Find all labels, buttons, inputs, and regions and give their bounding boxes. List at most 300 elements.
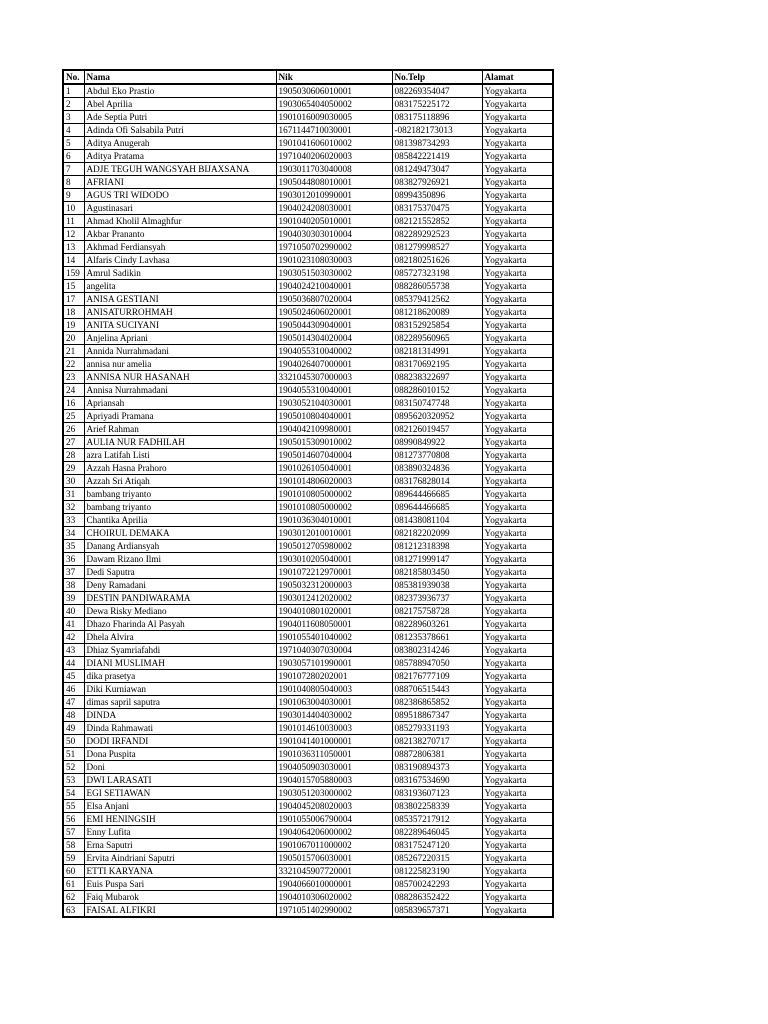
cell-alamat: Yogyakarta (482, 475, 553, 488)
cell-nama: ANITA SUCIYANI (84, 319, 276, 332)
cell-nama: EMI HENINGSIH (84, 813, 276, 826)
cell-no: 58 (63, 839, 84, 852)
cell-no: 10 (63, 202, 84, 215)
cell-nik: 1905044309040001 (276, 319, 392, 332)
header-no-telp: No.Telp (392, 70, 482, 84)
cell-alamat: Yogyakarta (482, 137, 553, 150)
cell-no-telp: 088238322697 (392, 371, 482, 384)
cell-nama: AFRIANI (84, 176, 276, 189)
cell-nama: Ade Septia Putri (84, 111, 276, 124)
cell-alamat: Yogyakarta (482, 618, 553, 631)
table-row (63, 553, 553, 566)
cell-alamat: Yogyakarta (482, 527, 553, 540)
table-row (63, 436, 553, 449)
cell-no: 14 (63, 254, 84, 267)
cell-alamat: Yogyakarta (482, 631, 553, 644)
table-row (63, 306, 553, 319)
cell-alamat: Yogyakarta (482, 319, 553, 332)
table-row (63, 371, 553, 384)
cell-no: 17 (63, 293, 84, 306)
cell-alamat: Yogyakarta (482, 163, 553, 176)
table-row (63, 345, 553, 358)
cell-alamat: Yogyakarta (482, 566, 553, 579)
cell-nik: 1901023108030003 (276, 254, 392, 267)
table-row (63, 150, 553, 163)
table-body (63, 84, 553, 917)
cell-alamat: Yogyakarta (482, 150, 553, 163)
cell-nik: 190107280202001 (276, 670, 392, 683)
cell-alamat: Yogyakarta (482, 358, 553, 371)
cell-nama: ETTI KARYANA (84, 865, 276, 878)
cell-nama: Arief Rahman (84, 423, 276, 436)
cell-nik: 1905015309010002 (276, 436, 392, 449)
table-row (63, 566, 553, 579)
cell-nik: 1901072212970001 (276, 566, 392, 579)
cell-nama: annisa nur amelia (84, 358, 276, 371)
cell-nik: 1905032312000003 (276, 579, 392, 592)
table-row (63, 774, 553, 787)
cell-no: 24 (63, 384, 84, 397)
cell-nik: 1904066010000001 (276, 878, 392, 891)
cell-alamat: Yogyakarta (482, 670, 553, 683)
cell-nik: 1901026105040001 (276, 462, 392, 475)
cell-no: 20 (63, 332, 84, 345)
cell-no-telp: 085788947050 (392, 657, 482, 670)
cell-nama: azra Latifah Listi (84, 449, 276, 462)
cell-no-telp: 083150747748 (392, 397, 482, 410)
cell-nik: 1901010805000002 (276, 501, 392, 514)
table-row (63, 202, 553, 215)
cell-no-telp: 088286055738 (392, 280, 482, 293)
cell-nik: 1903012010990001 (276, 189, 392, 202)
cell-no: 61 (63, 878, 84, 891)
cell-no: 8 (63, 176, 84, 189)
header-nama: Nama (84, 70, 276, 84)
table-row (63, 670, 553, 683)
cell-nama: ADJE TEGUH WANGSYAH BIJAXSANA (84, 163, 276, 176)
cell-no-telp: 0895620320952 (392, 410, 482, 423)
cell-nik: 1904045208020003 (276, 800, 392, 813)
cell-no: 59 (63, 852, 84, 865)
table-row (63, 501, 553, 514)
cell-nik: 1904050903030001 (276, 761, 392, 774)
cell-no-telp: 083890324836 (392, 462, 482, 475)
cell-nik: 1904055310040001 (276, 384, 392, 397)
cell-nik: 1901055401040002 (276, 631, 392, 644)
cell-no: 159 (63, 267, 84, 280)
cell-nama: Annisa Nurrahmadani (84, 384, 276, 397)
participant-table (62, 69, 554, 918)
cell-nik: 1901036311050001 (276, 748, 392, 761)
cell-nama: Adinda Ofi Salsabila Putri (84, 124, 276, 137)
cell-nik: 1904030303010004 (276, 228, 392, 241)
cell-alamat: Yogyakarta (482, 228, 553, 241)
cell-nik: 1903012412020002 (276, 592, 392, 605)
cell-no: 53 (63, 774, 84, 787)
table-row (63, 618, 553, 631)
cell-no-telp: 083175370475 (392, 202, 482, 215)
cell-no: 12 (63, 228, 84, 241)
cell-nik: 1903051503030002 (276, 267, 392, 280)
cell-nama: FAISAL ALFIKRI (84, 904, 276, 918)
cell-nik: 1971051402990002 (276, 904, 392, 918)
header-nik: Nik (276, 70, 392, 84)
cell-nama: DINDA (84, 709, 276, 722)
cell-no: 39 (63, 592, 84, 605)
data-table-container (62, 69, 554, 918)
cell-no: 50 (63, 735, 84, 748)
cell-no-telp: 083176828014 (392, 475, 482, 488)
table-row (63, 592, 553, 605)
cell-nama: Aditya Anugerah (84, 137, 276, 150)
cell-no: 13 (63, 241, 84, 254)
cell-no: 60 (63, 865, 84, 878)
cell-nama: AULIA NUR FADHILAH (84, 436, 276, 449)
cell-alamat: Yogyakarta (482, 553, 553, 566)
cell-alamat: Yogyakarta (482, 696, 553, 709)
cell-no: 16 (63, 397, 84, 410)
cell-alamat: Yogyakarta (482, 345, 553, 358)
cell-no: 31 (63, 488, 84, 501)
cell-no-telp: 082138270717 (392, 735, 482, 748)
cell-nik: 1905030606010001 (276, 84, 392, 98)
table-row (63, 696, 553, 709)
cell-nik: 1903052104030001 (276, 397, 392, 410)
cell-no-telp: 08872806381 (392, 748, 482, 761)
cell-nama: Dedi Saputra (84, 566, 276, 579)
cell-alamat: Yogyakarta (482, 306, 553, 319)
cell-no-telp: 082289292523 (392, 228, 482, 241)
table-row (63, 852, 553, 865)
cell-alamat: Yogyakarta (482, 579, 553, 592)
cell-nama: ANISATURROHMAH (84, 306, 276, 319)
cell-nik: 3321045907720001 (276, 865, 392, 878)
table-row (63, 540, 553, 553)
cell-no-telp: 081249473047 (392, 163, 482, 176)
cell-no-telp: 082289646045 (392, 826, 482, 839)
cell-no-telp: 081271999147 (392, 553, 482, 566)
cell-no-telp: -082182173013 (392, 124, 482, 137)
cell-nik: 1905012705980002 (276, 540, 392, 553)
cell-no: 35 (63, 540, 84, 553)
table-row (63, 189, 553, 202)
cell-no: 46 (63, 683, 84, 696)
table-row (63, 124, 553, 137)
table-row (63, 891, 553, 904)
cell-no-telp: 085279331193 (392, 722, 482, 735)
cell-alamat: Yogyakarta (482, 488, 553, 501)
cell-no: 29 (63, 462, 84, 475)
cell-alamat: Yogyakarta (482, 540, 553, 553)
table-row (63, 527, 553, 540)
table-row (63, 865, 553, 878)
cell-no: 41 (63, 618, 84, 631)
cell-alamat: Yogyakarta (482, 98, 553, 111)
cell-no-telp: 083193607123 (392, 787, 482, 800)
cell-nik: 1901036304010001 (276, 514, 392, 527)
cell-no-telp: 088286352422 (392, 891, 482, 904)
cell-nik: 1904010306020002 (276, 891, 392, 904)
table-row (63, 735, 553, 748)
table-row (63, 267, 553, 280)
cell-nik: 1671144710030001 (276, 124, 392, 137)
cell-nama: dimas sapril saputra (84, 696, 276, 709)
cell-no: 1 (63, 84, 84, 98)
cell-no-telp: 085727323198 (392, 267, 482, 280)
table-row (63, 475, 553, 488)
cell-no-telp: 089518867347 (392, 709, 482, 722)
cell-nik: 1904055310040002 (276, 345, 392, 358)
cell-nama: Anjelina Apriani (84, 332, 276, 345)
cell-alamat: Yogyakarta (482, 397, 553, 410)
cell-nama: DIANI MUSLIMAH (84, 657, 276, 670)
cell-nik: 1971040206020003 (276, 150, 392, 163)
cell-nama: Dewa Risky Mediano (84, 605, 276, 618)
table-row (63, 878, 553, 891)
cell-alamat: Yogyakarta (482, 215, 553, 228)
cell-alamat: Yogyakarta (482, 605, 553, 618)
cell-no: 62 (63, 891, 84, 904)
table-row (63, 813, 553, 826)
cell-no: 7 (63, 163, 84, 176)
cell-alamat: Yogyakarta (482, 735, 553, 748)
cell-no: 40 (63, 605, 84, 618)
cell-no-telp: 083170692195 (392, 358, 482, 371)
cell-nik: 1905015706030001 (276, 852, 392, 865)
table-row (63, 176, 553, 189)
cell-nik: 1903057101990001 (276, 657, 392, 670)
cell-alamat: Yogyakarta (482, 592, 553, 605)
cell-nik: 1901055006790004 (276, 813, 392, 826)
cell-no: 19 (63, 319, 84, 332)
cell-no-telp: 085379412562 (392, 293, 482, 306)
cell-nama: Abdul Eko Prastio (84, 84, 276, 98)
cell-no-telp: 085381939038 (392, 579, 482, 592)
cell-no: 27 (63, 436, 84, 449)
cell-nama: Danang Ardiansyah (84, 540, 276, 553)
cell-nik: 3321045307000003 (276, 371, 392, 384)
cell-nik: 1901063004030001 (276, 696, 392, 709)
cell-no-telp: 083802258339 (392, 800, 482, 813)
table-row (63, 514, 553, 527)
cell-nama: Dhazo Fharinda Al Pasyah (84, 618, 276, 631)
table-row (63, 579, 553, 592)
table-row (63, 332, 553, 345)
cell-alamat: Yogyakarta (482, 852, 553, 865)
cell-no-telp: 081438081104 (392, 514, 482, 527)
cell-alamat: Yogyakarta (482, 449, 553, 462)
cell-no-telp: 083175225172 (392, 98, 482, 111)
cell-nama: DODI IRFANDI (84, 735, 276, 748)
cell-no: 25 (63, 410, 84, 423)
cell-no: 43 (63, 644, 84, 657)
cell-nama: DESTIN PANDIWARAMA (84, 592, 276, 605)
cell-nik: 1901040805040003 (276, 683, 392, 696)
cell-alamat: Yogyakarta (482, 878, 553, 891)
cell-nik: 1905024606020001 (276, 306, 392, 319)
cell-nik: 1904064206000002 (276, 826, 392, 839)
cell-no: 49 (63, 722, 84, 735)
table-row (63, 397, 553, 410)
cell-no-telp: 08990849922 (392, 436, 482, 449)
cell-alamat: Yogyakarta (482, 865, 553, 878)
cell-nama: Alfaris Cindy Lavhasa (84, 254, 276, 267)
cell-alamat: Yogyakarta (482, 709, 553, 722)
cell-no: 52 (63, 761, 84, 774)
cell-no: 11 (63, 215, 84, 228)
cell-no-telp: 082176777109 (392, 670, 482, 683)
cell-nama: Apriyadi Pramana (84, 410, 276, 423)
cell-no-telp: 082180251626 (392, 254, 482, 267)
cell-nama: Dawam Rizano Ilmi (84, 553, 276, 566)
cell-nama: angelita (84, 280, 276, 293)
cell-no-telp: 08994350896 (392, 189, 482, 202)
cell-no-telp: 083167534690 (392, 774, 482, 787)
cell-alamat: Yogyakarta (482, 111, 553, 124)
cell-alamat: Yogyakarta (482, 683, 553, 696)
table-row (63, 631, 553, 644)
cell-nama: Euis Puspa Sari (84, 878, 276, 891)
cell-nama: Dinda Rahmawati (84, 722, 276, 735)
table-row (63, 839, 553, 852)
cell-alamat: Yogyakarta (482, 436, 553, 449)
cell-nama: Deny Ramadani (84, 579, 276, 592)
table-row (63, 800, 553, 813)
cell-alamat: Yogyakarta (482, 748, 553, 761)
cell-nik: 1905036807020004 (276, 293, 392, 306)
cell-alamat: Yogyakarta (482, 826, 553, 839)
cell-nik: 1905014304020004 (276, 332, 392, 345)
cell-alamat: Yogyakarta (482, 657, 553, 670)
cell-no: 51 (63, 748, 84, 761)
cell-nama: Akhmad Ferdiansyah (84, 241, 276, 254)
cell-nama: Doni (84, 761, 276, 774)
cell-alamat: Yogyakarta (482, 332, 553, 345)
cell-no: 37 (63, 566, 84, 579)
cell-nama: Abel Aprilia (84, 98, 276, 111)
cell-nama: CHOIRUL DEMAKA (84, 527, 276, 540)
cell-no-telp: 083175247120 (392, 839, 482, 852)
cell-no: 63 (63, 904, 84, 918)
cell-alamat: Yogyakarta (482, 202, 553, 215)
cell-no-telp: 085839657371 (392, 904, 482, 918)
cell-no-telp: 085267220315 (392, 852, 482, 865)
cell-no-telp: 082373936737 (392, 592, 482, 605)
cell-nama: Aditya Pratama (84, 150, 276, 163)
cell-nama: Ahmad Kholil Almaghfur (84, 215, 276, 228)
cell-no-telp: 082181314991 (392, 345, 482, 358)
cell-nama: ANNISA NUR HASANAH (84, 371, 276, 384)
cell-alamat: Yogyakarta (482, 891, 553, 904)
cell-nama: Agustinasari (84, 202, 276, 215)
cell-no-telp: 083152925854 (392, 319, 482, 332)
table-row (63, 722, 553, 735)
table-row (63, 410, 553, 423)
table-row (63, 384, 553, 397)
cell-no-telp: 085357217912 (392, 813, 482, 826)
cell-no-telp: 081273770808 (392, 449, 482, 462)
table-row (63, 228, 553, 241)
table-row (63, 488, 553, 501)
cell-alamat: Yogyakarta (482, 84, 553, 98)
table-row (63, 709, 553, 722)
cell-no-telp: 083802314246 (392, 644, 482, 657)
cell-nama: Apriansah (84, 397, 276, 410)
cell-nik: 1903014404030002 (276, 709, 392, 722)
cell-alamat: Yogyakarta (482, 124, 553, 137)
cell-no: 42 (63, 631, 84, 644)
table-row (63, 241, 553, 254)
cell-no-telp: 083175118896 (392, 111, 482, 124)
cell-no-telp: 081235378661 (392, 631, 482, 644)
table-row (63, 163, 553, 176)
cell-nik: 1901014610030003 (276, 722, 392, 735)
cell-nik: 1903011703040008 (276, 163, 392, 176)
cell-nik: 1905044808010001 (276, 176, 392, 189)
cell-alamat: Yogyakarta (482, 384, 553, 397)
table-row (63, 423, 553, 436)
cell-alamat: Yogyakarta (482, 267, 553, 280)
table-row (63, 280, 553, 293)
cell-no: 38 (63, 579, 84, 592)
cell-alamat: Yogyakarta (482, 514, 553, 527)
cell-nama: Ervita Aindriani Saputri (84, 852, 276, 865)
cell-no: 54 (63, 787, 84, 800)
cell-no-telp: 088706515443 (392, 683, 482, 696)
cell-no-telp: 083190894373 (392, 761, 482, 774)
table-row (63, 98, 553, 111)
cell-nama: Dhiaz Syamriafahdi (84, 644, 276, 657)
cell-nik: 1904011608050001 (276, 618, 392, 631)
cell-alamat: Yogyakarta (482, 410, 553, 423)
table-row (63, 111, 553, 124)
cell-no: 55 (63, 800, 84, 813)
cell-alamat: Yogyakarta (482, 839, 553, 852)
cell-nik: 1901016009030005 (276, 111, 392, 124)
cell-nik: 1904015705880003 (276, 774, 392, 787)
cell-no-telp: 085700242293 (392, 878, 482, 891)
cell-no: 4 (63, 124, 84, 137)
cell-nik: 1901040205010001 (276, 215, 392, 228)
table-header-row (63, 70, 553, 84)
cell-no-telp: 081218620089 (392, 306, 482, 319)
cell-nik: 1905014607040004 (276, 449, 392, 462)
cell-no-telp: 082185803450 (392, 566, 482, 579)
cell-no: 5 (63, 137, 84, 150)
cell-nik: 1904010801020001 (276, 605, 392, 618)
cell-no: 48 (63, 709, 84, 722)
cell-alamat: Yogyakarta (482, 176, 553, 189)
cell-alamat: Yogyakarta (482, 254, 553, 267)
cell-nik: 1904024208030001 (276, 202, 392, 215)
cell-nik: 1903010205040001 (276, 553, 392, 566)
cell-nama: ANISA GESTIANI (84, 293, 276, 306)
cell-no: 3 (63, 111, 84, 124)
table-row (63, 761, 553, 774)
cell-no: 18 (63, 306, 84, 319)
cell-no: 57 (63, 826, 84, 839)
cell-no-telp: 082386865852 (392, 696, 482, 709)
cell-nik: 1905010804040001 (276, 410, 392, 423)
cell-nama: dika prasetya (84, 670, 276, 683)
cell-nama: DWI LARASATI (84, 774, 276, 787)
cell-nama: Dona Puspita (84, 748, 276, 761)
cell-no: 34 (63, 527, 84, 540)
cell-no: 22 (63, 358, 84, 371)
cell-alamat: Yogyakarta (482, 189, 553, 202)
table-row (63, 254, 553, 267)
cell-alamat: Yogyakarta (482, 761, 553, 774)
